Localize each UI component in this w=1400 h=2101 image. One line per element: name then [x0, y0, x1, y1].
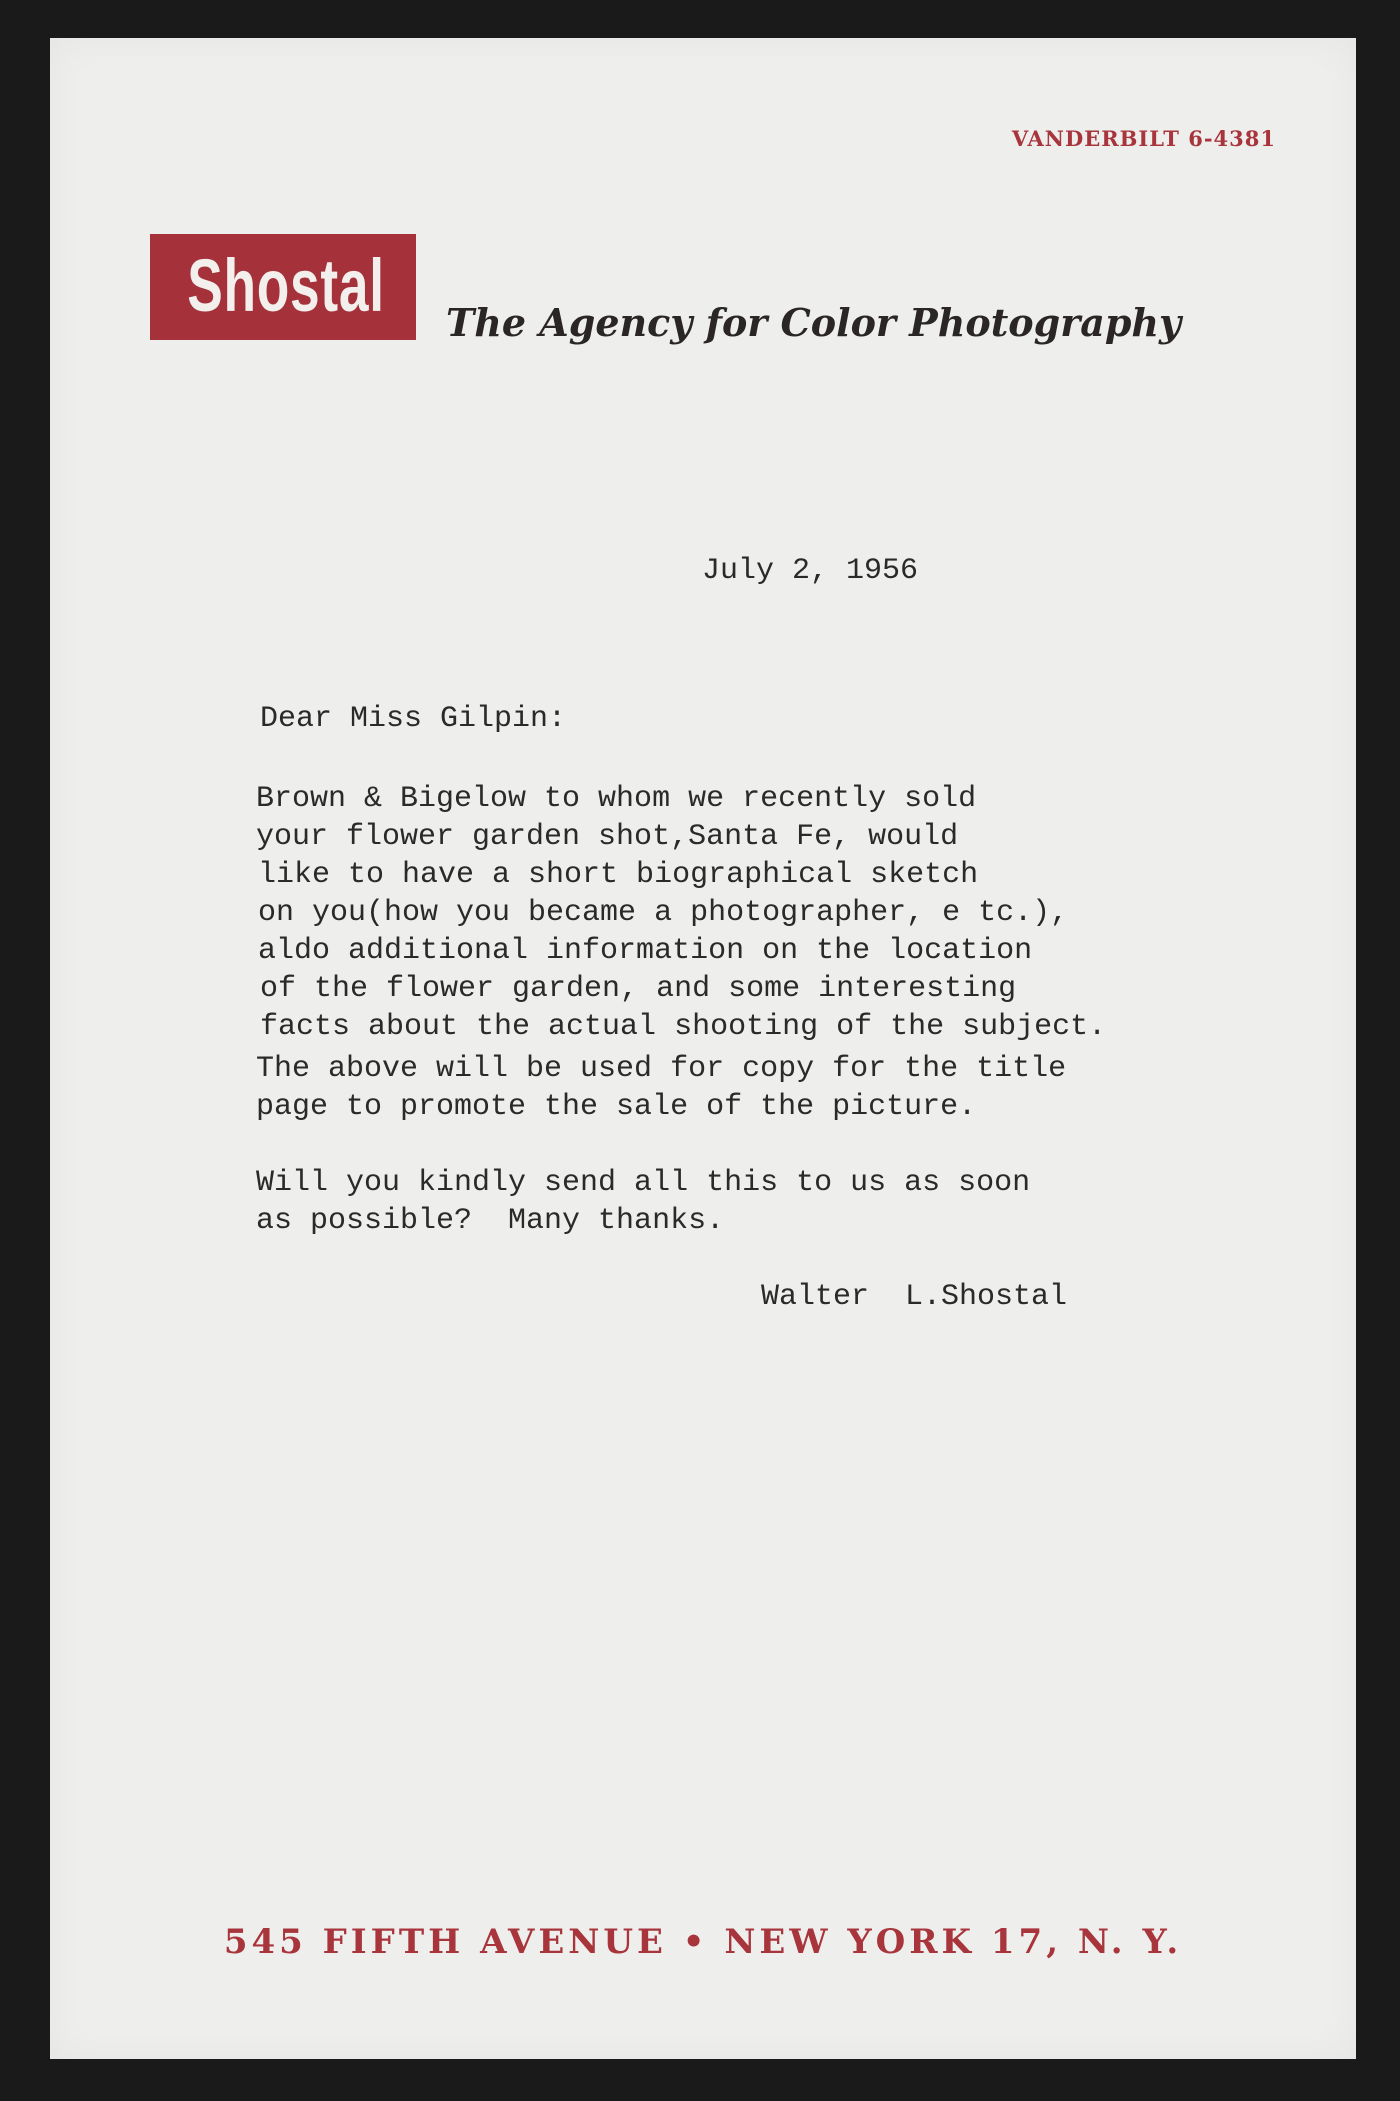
paragraph-line: like to have a short biographical sketch [258, 858, 979, 892]
paragraph-line: Will you kindly send all this to us as soon [256, 1166, 1031, 1200]
letter-date: July 2, 1956 [702, 554, 919, 588]
paragraph-line: as possible? Many thanks. [256, 1204, 725, 1238]
company-address: 545 FIFTH AVENUE • NEW YORK 17, N. Y. [223, 1922, 1183, 1962]
paragraph-line: Brown & Bigelow to whom we recently sold [256, 782, 977, 816]
paragraph-2 [256, 1050, 1066, 1126]
salutation: Dear Miss Gilpin: [260, 702, 567, 736]
company-logo [150, 234, 416, 340]
paragraph-line: facts about the actual shooting of the subject. [260, 1010, 1107, 1044]
paragraph-line: The above will be used for copy for the title [256, 1052, 1067, 1086]
tagline: The Agency for Color Photography [446, 300, 1182, 345]
logo-text: Shostal [187, 244, 385, 327]
paragraph-3 [256, 1164, 1030, 1240]
paragraph-line: on you(how you became a photographer, e tc.), [258, 896, 1069, 930]
phone-number: VANDERBILT 6-4381 [1011, 126, 1276, 151]
paragraph-line: aldo additional information on the location [258, 934, 1033, 968]
paragraph-line: of the flower garden, and some interesting [260, 972, 1017, 1006]
signature: Walter L.Shostal [761, 1280, 1068, 1314]
paragraph-line: your flower garden shot,Santa Fe, would [256, 820, 959, 854]
paragraph-line: page to promote the sale of the picture. [256, 1090, 977, 1124]
letter-page [50, 38, 1356, 2059]
paragraph-1 [256, 780, 1107, 1046]
